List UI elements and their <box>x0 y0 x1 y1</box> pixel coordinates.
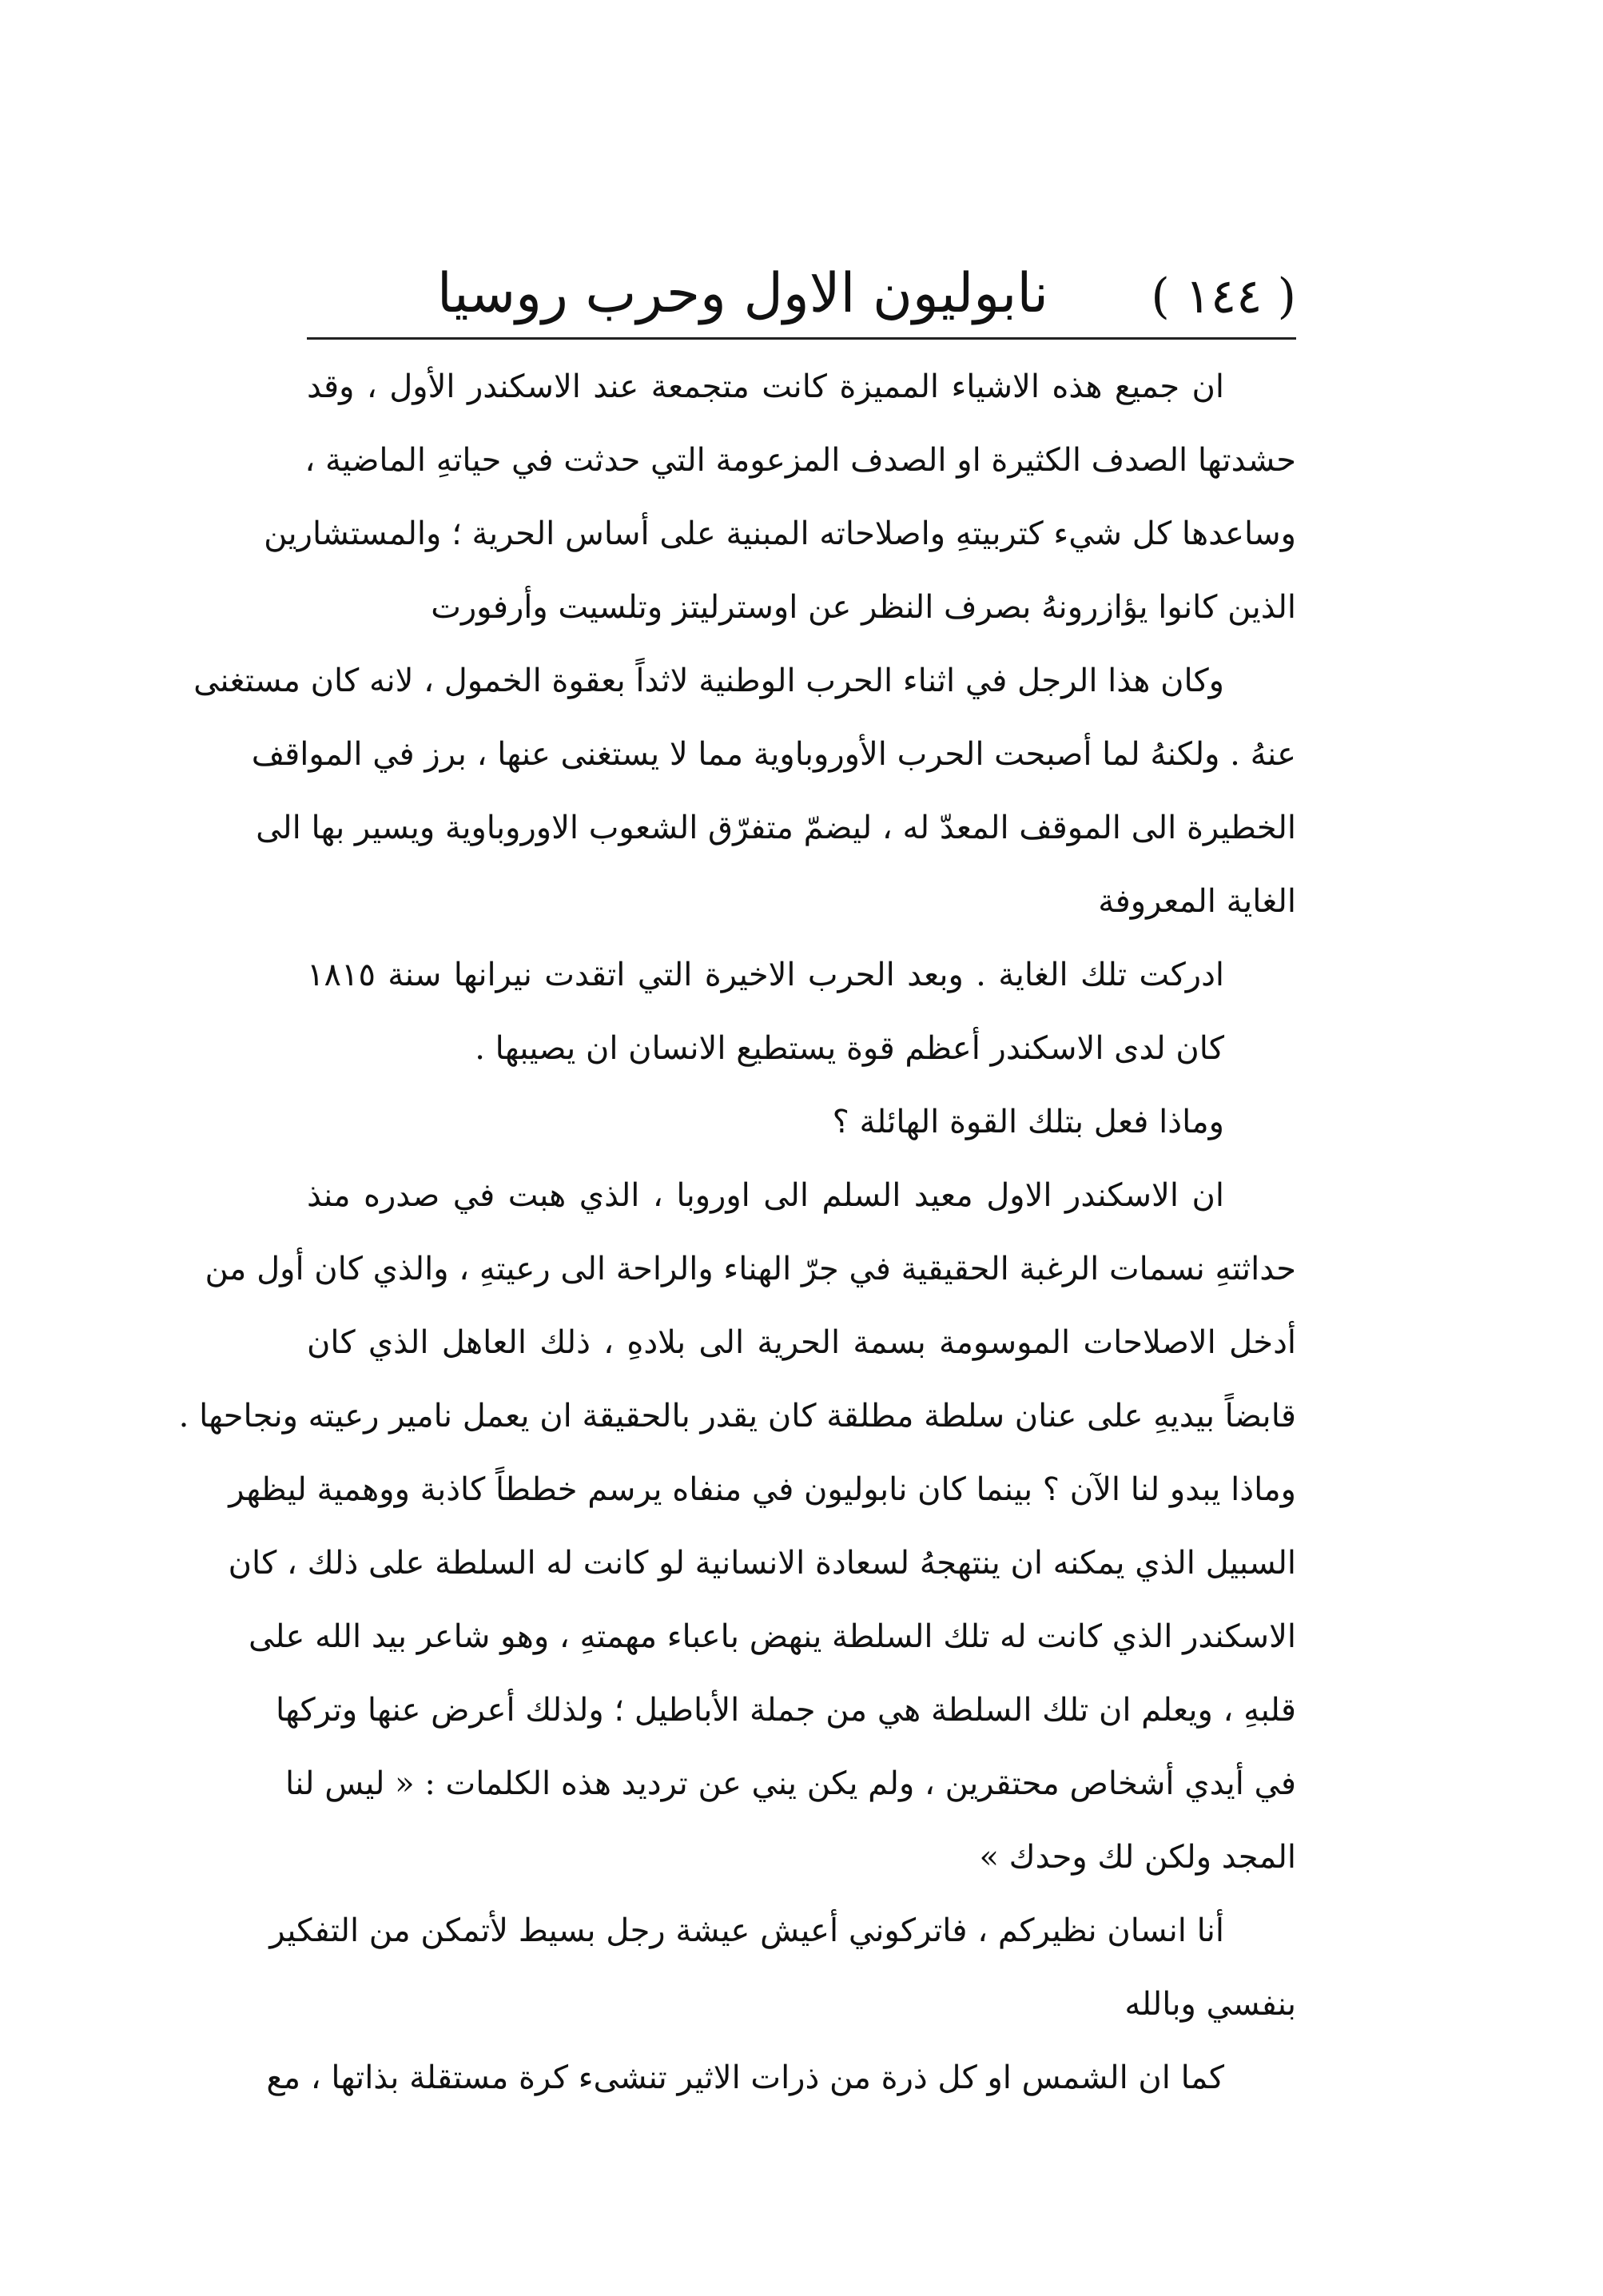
text-line: حشدتها الصدف الكثيرة او الصدف المزعومة التي حدثت في حياتهِ الماضية ، <box>304 442 1296 479</box>
text-line: الذين كانوا يؤازرونهُ بصرف النظر عن اوسترليتز وتلسيت وأرفورت <box>431 589 1296 626</box>
text-line: حداثتهِ نسمات الرغبة الحقيقية في جرّ الهناء والراحة الى رعيتهِ ، والذي كان أول من <box>205 1251 1296 1287</box>
text-line: ان الاسكندر الاول معيد السلم الى اوروبا ، الذي هبت في صدره منذ <box>307 1177 1224 1214</box>
text-line: المجد ولكن لك وحدك » <box>979 1839 1296 1876</box>
text-line: الاسكندر الذي كانت له تلك السلطة ينهض باعباء مهمتهِ ، وهو شاعر بيد الله على <box>248 1618 1296 1655</box>
text-line: السبيل الذي يمكنه ان ينتهجهُ لسعادة الانسانية لو كانت له السلطة على ذلك ، كان <box>228 1545 1296 1582</box>
text-line: ان جميع هذه الاشياء المميزة كانت متجمعة عند الاسكندر الأول ، وقد <box>307 368 1224 405</box>
text-line: الغاية المعروفة <box>1098 883 1296 920</box>
text-line: عنهُ . ولكنهُ لما أصبحت الحرب الأوروباوية مما لا يستغنى عنها ، برز في المواقف <box>251 736 1296 773</box>
text-line: كما ان الشمس او كل ذرة من ذرات الاثير تنشىء كرة مستقلة بذاتها ، مع <box>266 2059 1224 2096</box>
text-line: في أيدي أشخاص محتقرين ، ولم يكن يني عن ترديد هذه الكلمات : « ليس لنا <box>285 1765 1296 1802</box>
text-line: كان لدى الاسكندر أعظم قوة يستطيع الانسان ان يصيبها . <box>475 1030 1224 1067</box>
text-line: أدخل الاصلاحات الموسومة بسمة الحرية الى بلادهِ ، ذلك العاهل الذي كان <box>307 1324 1296 1361</box>
text-line: قلبهِ ، ويعلم ان تلك السلطة هي من جملة الأباطيل ؛ ولذلك أعرض عنها وتركها <box>275 1692 1296 1729</box>
header-rule <box>307 337 1296 340</box>
text-line: الخطيرة الى الموقف المعدّ له ، ليضمّ متفرّق الشعوب الاوروباوية ويسير بها الى <box>256 810 1296 846</box>
running-header <box>307 254 1296 337</box>
text-line: وساعدها كل شيء كتربيتهِ واصلاحاته المبنية على أساس الحرية ؛ والمستشارين <box>264 515 1296 552</box>
text-line: قابضاً بيديهِ على عنان سلطة مطلقة كان يقدر بالحقيقة ان يعمل نامير رعيته ونجاحها . <box>178 1398 1296 1435</box>
text-line: بنفسي وبالله <box>1124 1986 1296 2023</box>
running-title: نابوليون الاول وحرب روسيا <box>436 262 1048 325</box>
text-line: أنا انسان نظيركم ، فاتركوني أعيش عيشة رجل بسيط لأتمكن من التفكير <box>269 1912 1224 1949</box>
text-line: ادركت تلك الغاية . وبعد الحرب الاخيرة التي اتقدت نيرانها سنة ١٨١٥ <box>307 957 1224 993</box>
text-line: وماذا يبدو لنا الآن ؟ بينما كان نابوليون في منفاه يرسم خططاً كاذبة ووهمية ليظهر <box>229 1471 1296 1508</box>
text-line: وماذا فعل بتلك القوة الهائلة ؟ <box>832 1104 1224 1140</box>
text-line: وكان هذا الرجل في اثناء الحرب الوطنية لاثداً بعقوة الخمول ، لانه كان مستغنى <box>193 663 1224 699</box>
page-number: ( ١٤٤ ) <box>1151 269 1296 324</box>
